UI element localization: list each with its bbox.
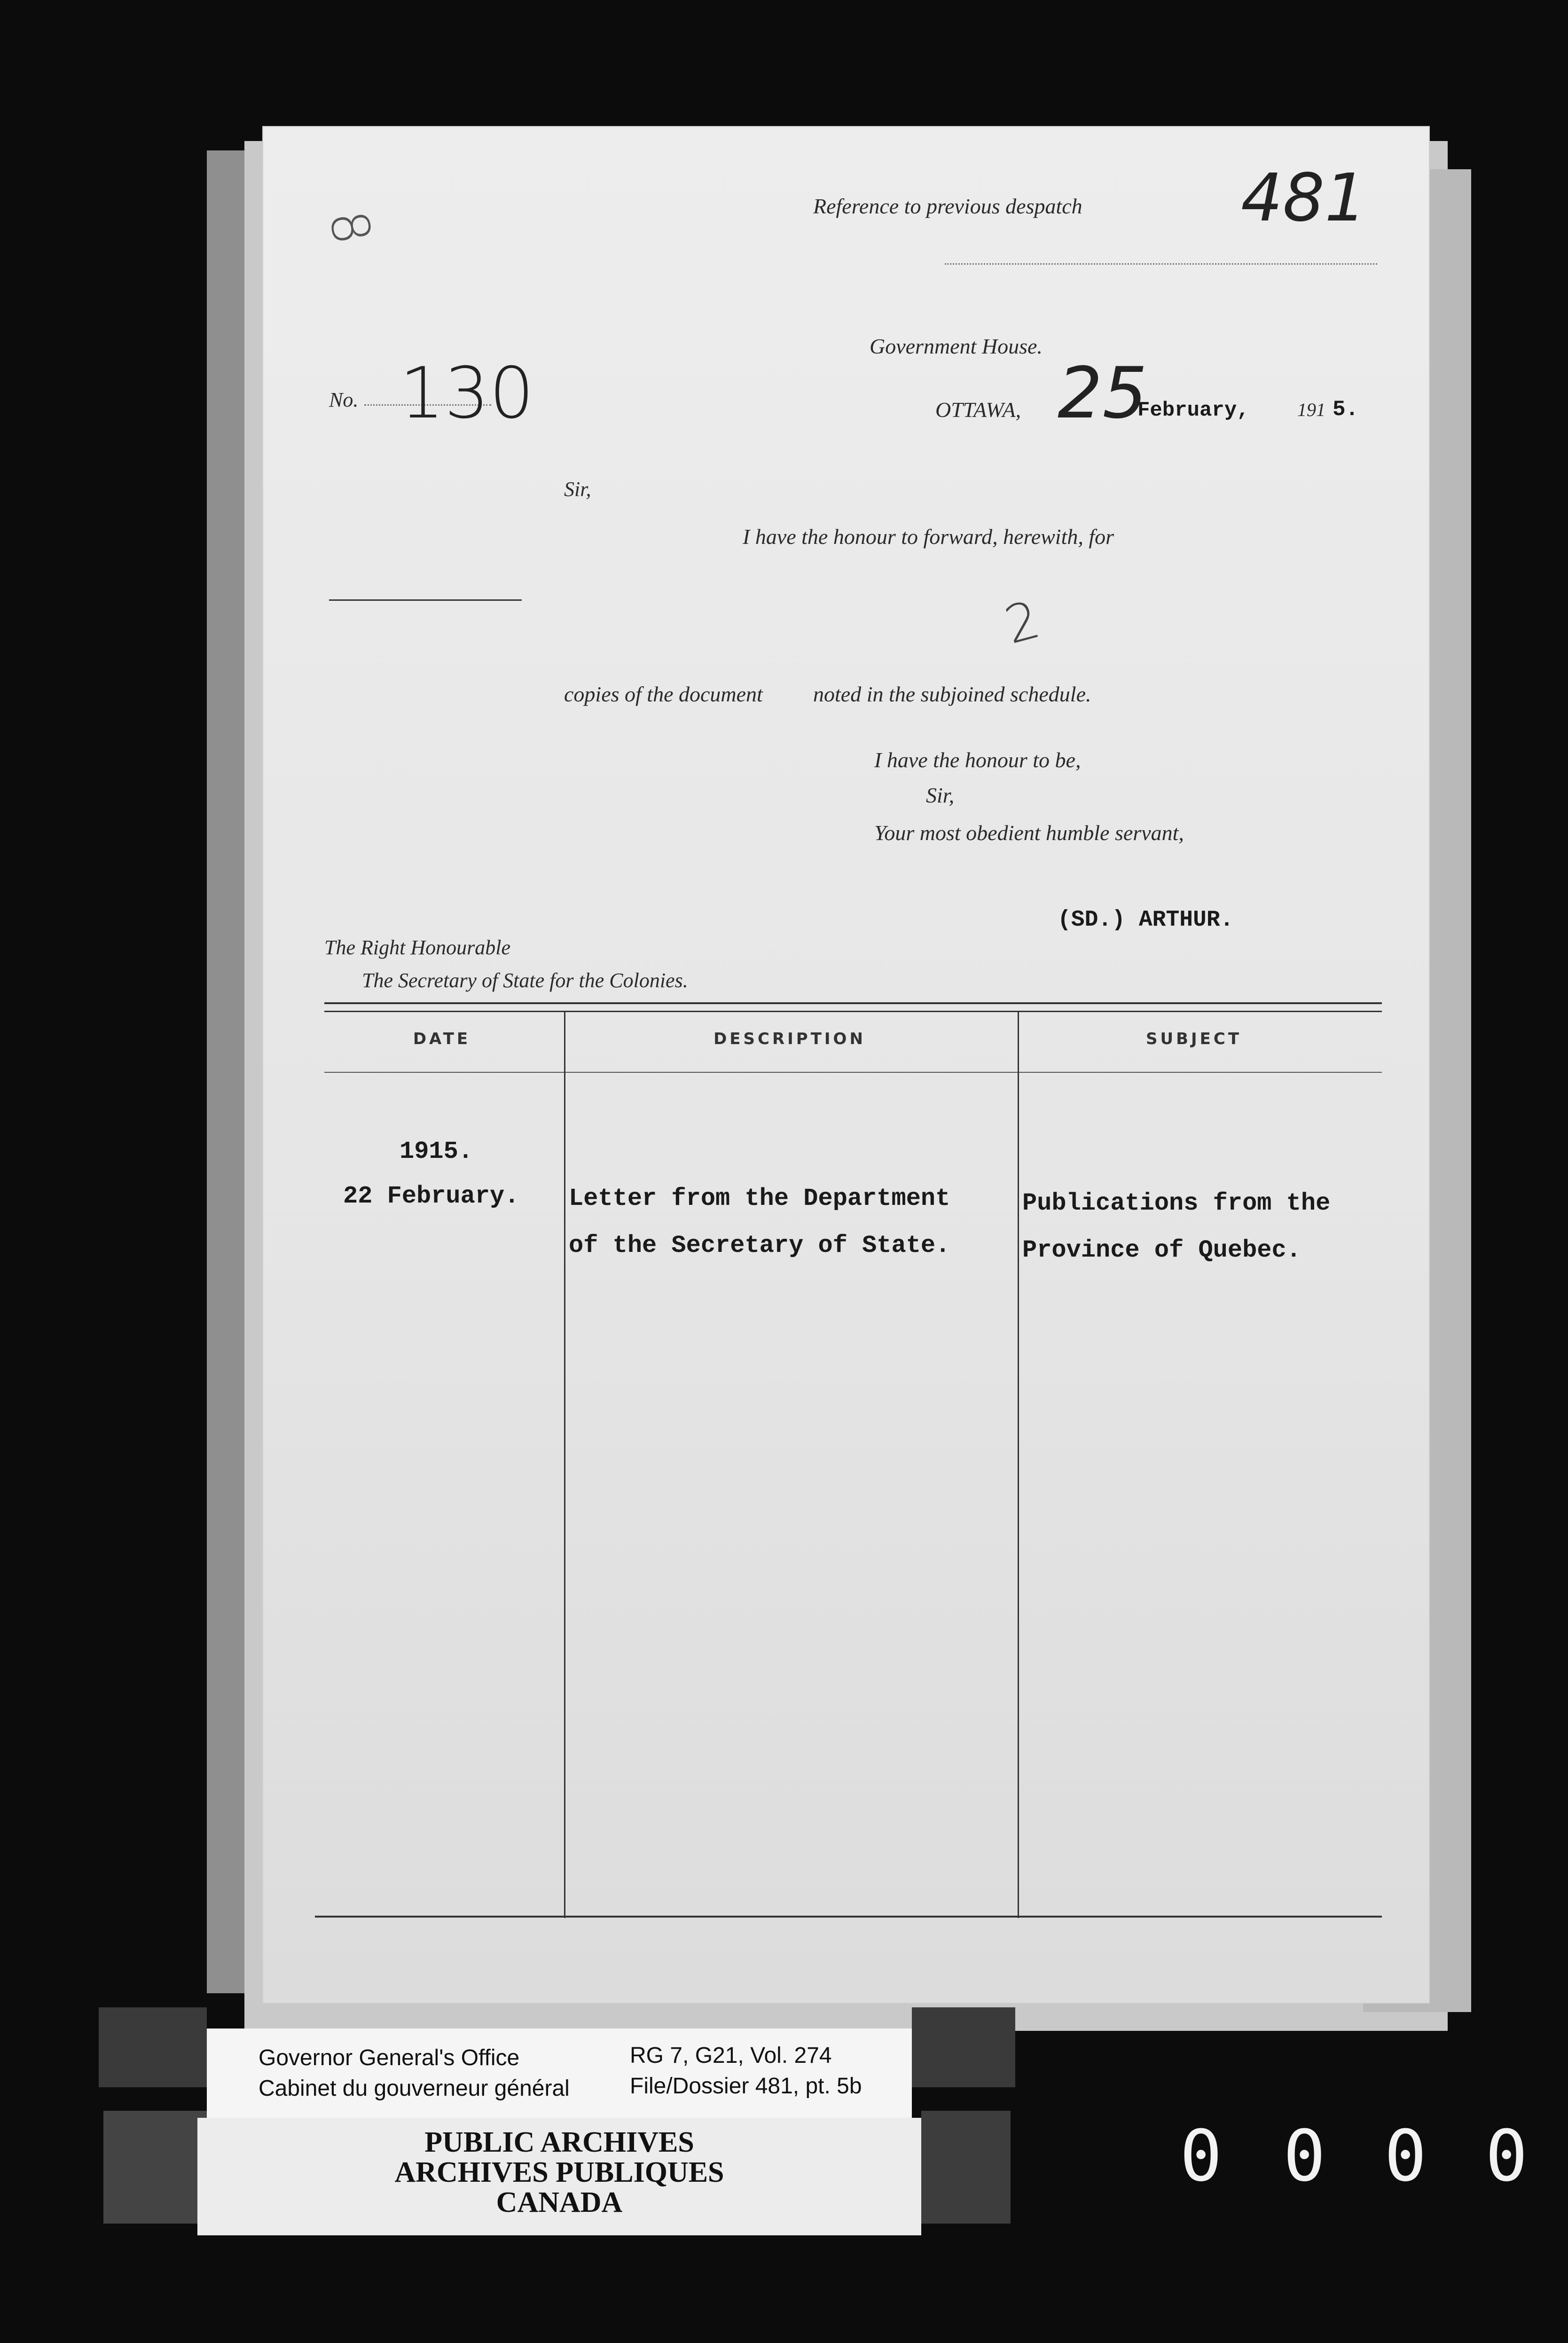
margin-mark: 2	[998, 589, 1046, 656]
reference-line-1: RG 7, G21, Vol. 274	[630, 2043, 832, 2068]
description-line-1: Letter from the Department	[569, 1185, 950, 1212]
addressee-line-1: The Right Honourable	[324, 936, 510, 959]
archives-shadow-left	[103, 2111, 207, 2224]
ottawa-label: OTTAWA,	[935, 398, 1021, 422]
schedule-top-rule	[324, 1002, 1382, 1004]
archives-country: CANADA	[496, 2186, 623, 2218]
header-bottom-rule	[324, 1072, 1382, 1073]
closing-line-1: I have the honour to be,	[874, 748, 1081, 772]
frame-counter-digit-2: 0	[1283, 2115, 1326, 2197]
year-prefix: 191	[1297, 399, 1325, 420]
subject-line-1: Publications from the	[1022, 1189, 1331, 1217]
schedule-bottom-rule	[315, 1916, 1382, 1918]
body-line-1: I have the honour to forward, herewith, for	[743, 525, 1114, 549]
despatch-page	[263, 127, 1429, 2003]
archives-shadow-right	[921, 2111, 1011, 2224]
frame-counter-digit-4: 0	[1485, 2115, 1528, 2197]
frame-counter-digit-3: 0	[1384, 2115, 1427, 2197]
label-shadow-right	[912, 2007, 1015, 2087]
reference-dotted-line	[945, 263, 1377, 265]
no-label: No.	[329, 388, 359, 411]
office-french: Cabinet du gouverneur général	[259, 2076, 570, 2101]
header-description: DESCRIPTION	[713, 1030, 866, 1048]
column-divider-1	[564, 1011, 565, 1918]
closing-line-3: Your most obedient humble servant,	[874, 821, 1184, 845]
salutation: Sir,	[564, 478, 591, 501]
folio-number: 481	[1241, 160, 1367, 236]
corner-mark: 8	[317, 206, 383, 249]
schedule-date: 22 February.	[343, 1182, 519, 1210]
schedule-year: 1915.	[400, 1138, 473, 1165]
column-divider-2	[1018, 1011, 1019, 1918]
body-line-2b: noted in the subjoined schedule.	[813, 682, 1091, 706]
despatch-number: 130	[400, 353, 534, 434]
archives-english: PUBLIC ARCHIVES	[424, 2126, 694, 2158]
label-shadow-left	[99, 2007, 207, 2087]
date-month: February,	[1137, 399, 1249, 422]
addressee-line-2: The Secretary of State for the Colonies.	[362, 969, 688, 992]
schedule-top-rule-2	[324, 1011, 1382, 1012]
office-english: Governor General's Office	[259, 2045, 520, 2070]
reference-line-2: File/Dossier 481, pt. 5b	[630, 2074, 862, 2099]
header-date: DATE	[413, 1030, 471, 1048]
header-subject: SUBJECT	[1145, 1030, 1242, 1048]
date-day: 25	[1058, 353, 1147, 434]
body-line-2a: copies of the document	[564, 682, 763, 706]
signature: (SD.) ARTHUR.	[1058, 907, 1234, 933]
reference-label: Reference to previous despatch	[813, 194, 1082, 218]
archive-reference-label	[207, 2029, 912, 2130]
year-suffix: 5.	[1333, 397, 1359, 422]
description-line-2: of the Secretary of State.	[569, 1232, 950, 1259]
closing-line-2: Sir,	[926, 783, 955, 807]
archives-french: ARCHIVES PUBLIQUES	[394, 2156, 724, 2188]
public-archives-label	[197, 2118, 921, 2235]
frame-counter-digit-1: 0	[1180, 2115, 1223, 2197]
subject-line-2: Province of Quebec.	[1022, 1236, 1301, 1264]
government-house: Government House.	[870, 334, 1043, 358]
margin-rule	[329, 599, 522, 601]
